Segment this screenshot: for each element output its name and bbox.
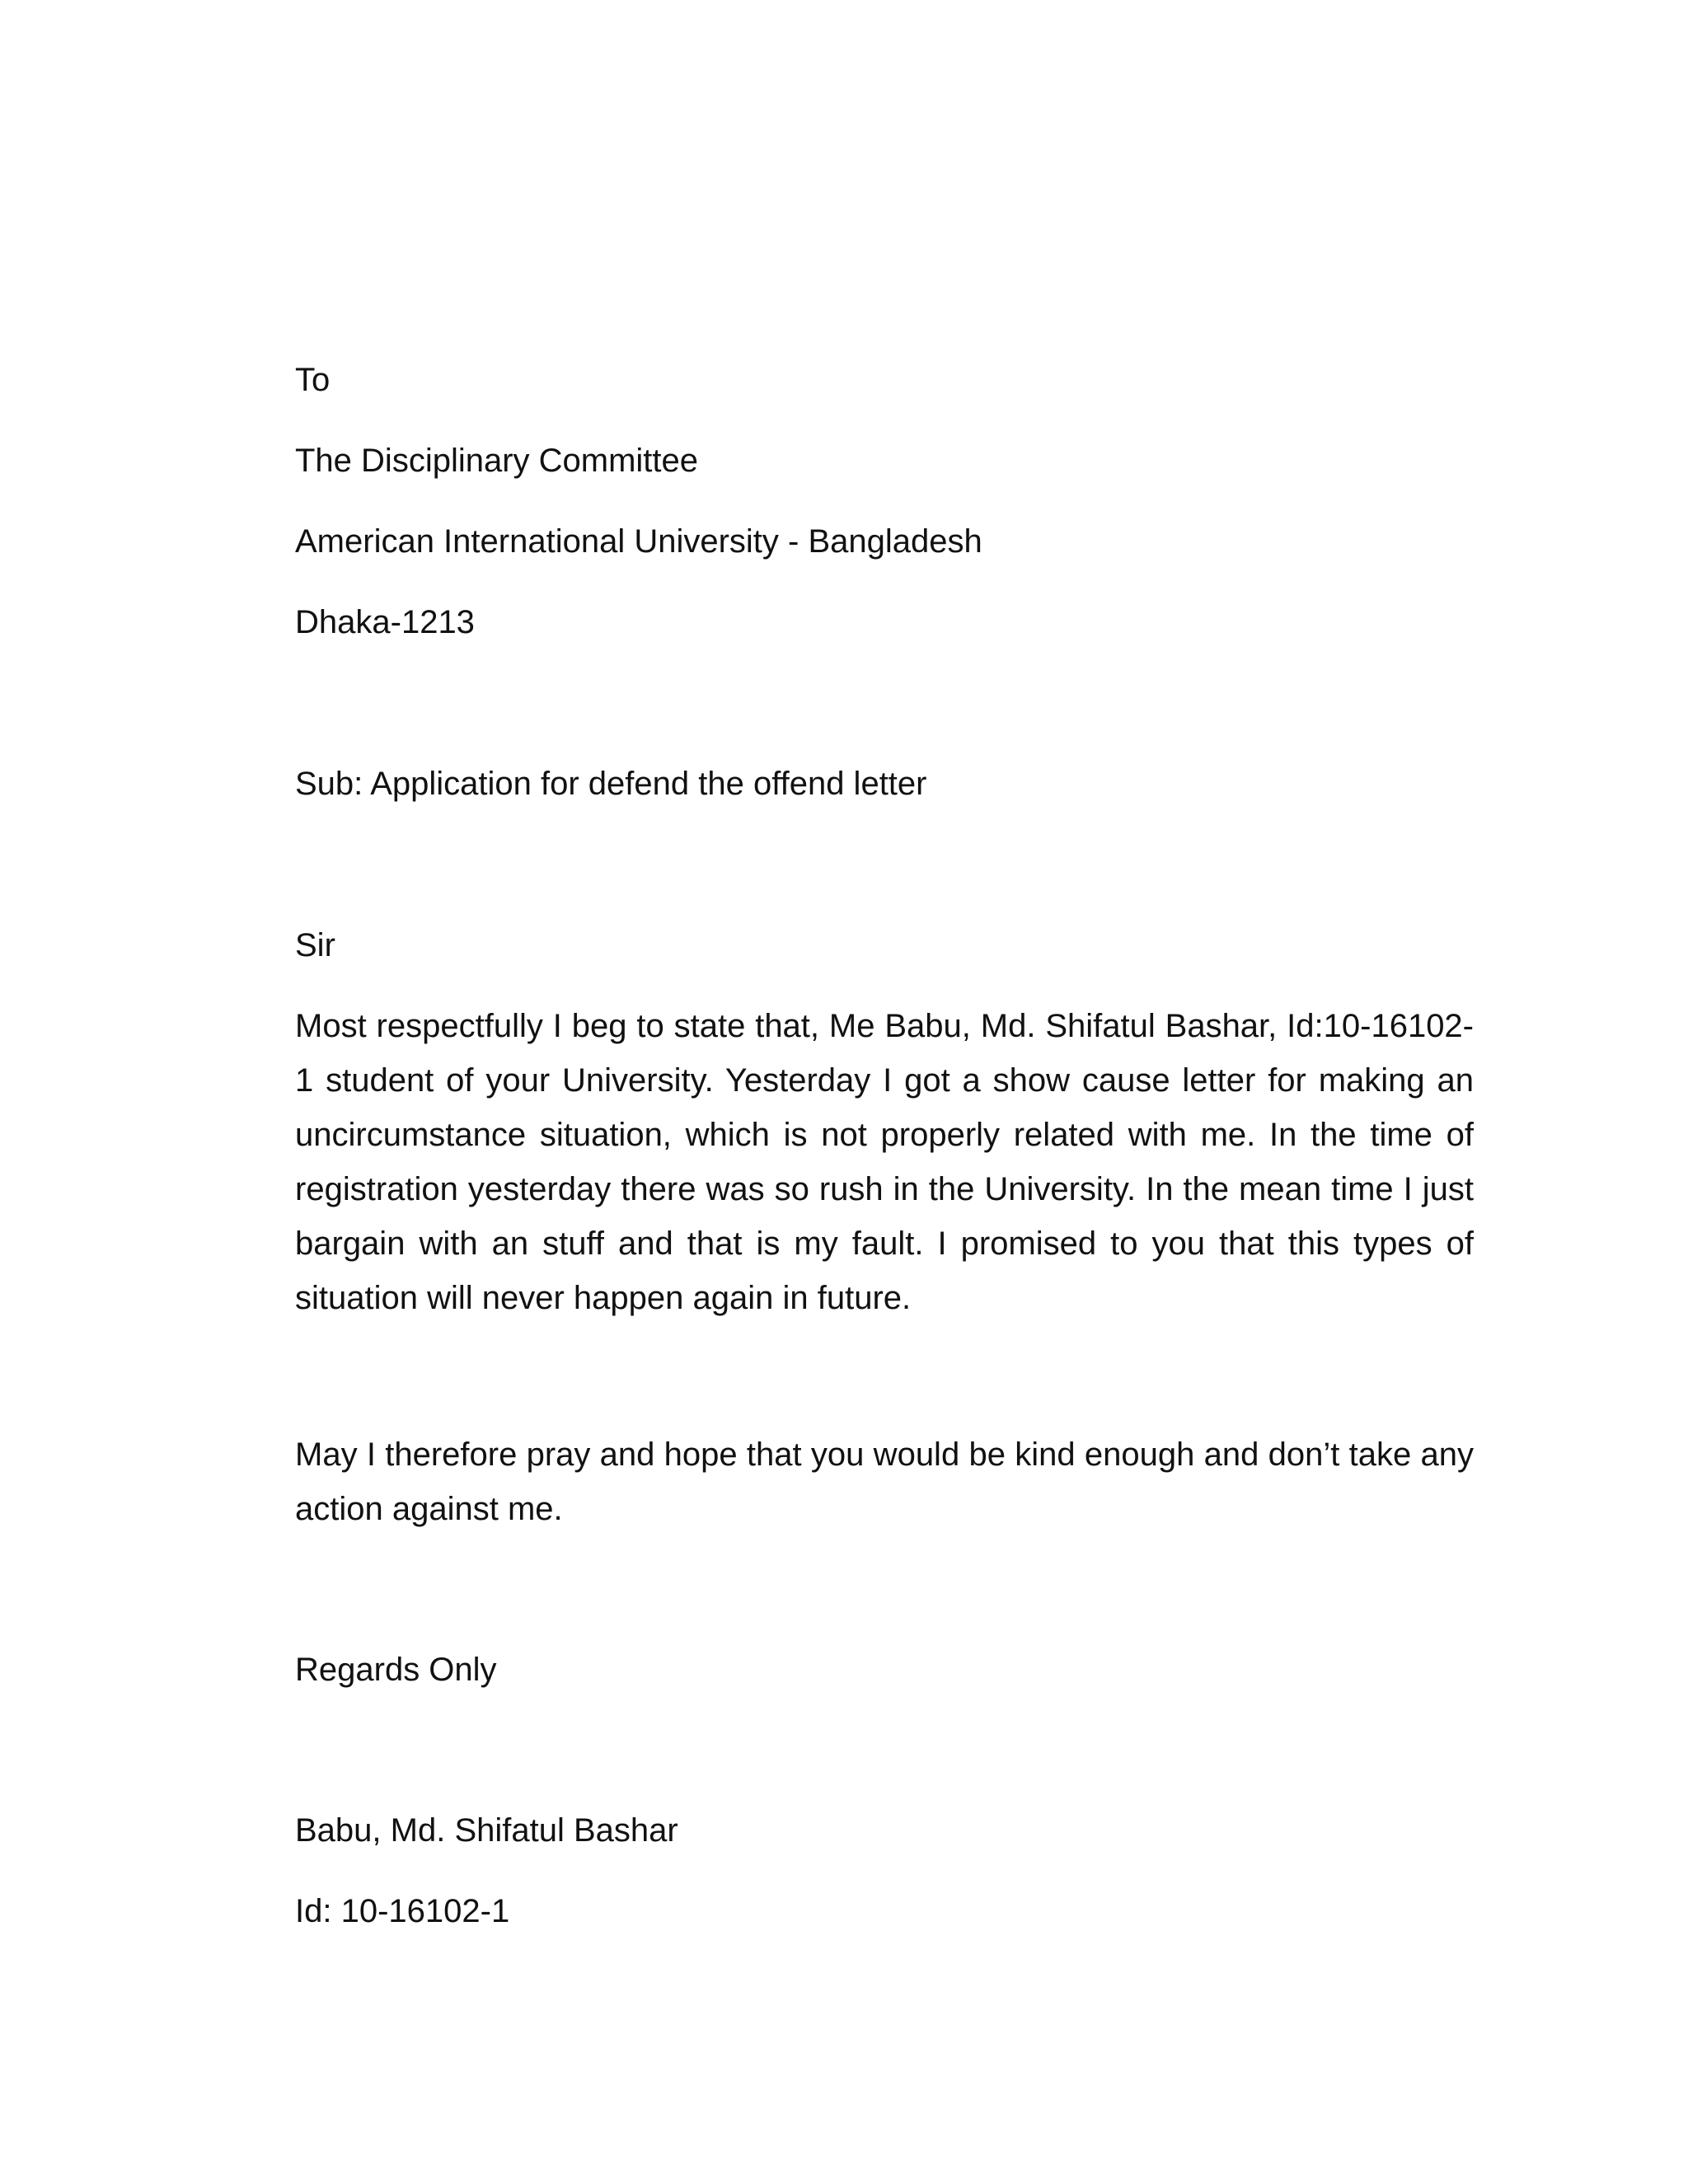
- recipient-address: Dhaka-1213: [295, 604, 475, 640]
- signature-id: Id: 10-16102-1: [295, 1893, 510, 1929]
- subject-line: Sub: Application for defend the offend letter: [295, 766, 927, 802]
- salutation-to: To: [295, 362, 331, 398]
- signature-name: Babu, Md. Shifatul Bashar: [295, 1812, 678, 1849]
- recipient-committee: The Disciplinary Committee: [295, 443, 699, 479]
- greeting: Sir: [295, 927, 335, 963]
- recipient-university: American International University - Bangladesh: [295, 523, 982, 560]
- body-paragraph-2: May I therefore pray and hope that you would be kind enough and don’t take any action against me.: [295, 1436, 1474, 1527]
- closing: Regards Only: [295, 1652, 497, 1688]
- body-paragraph-1: Most respectfully I beg to state that, Me Babu, Md. Shifatul Bashar, Id:10-16102-1 student of your University. Yesterday I got a show cause letter for making an uncircumstance situation, which is not properly related with me. In the time of registration yesterday there was so rush in the University. In the mean time I just bargain with an stuff and that is my fault. I promised to you that this types of situation will never happen again in future.: [295, 1008, 1474, 1316]
